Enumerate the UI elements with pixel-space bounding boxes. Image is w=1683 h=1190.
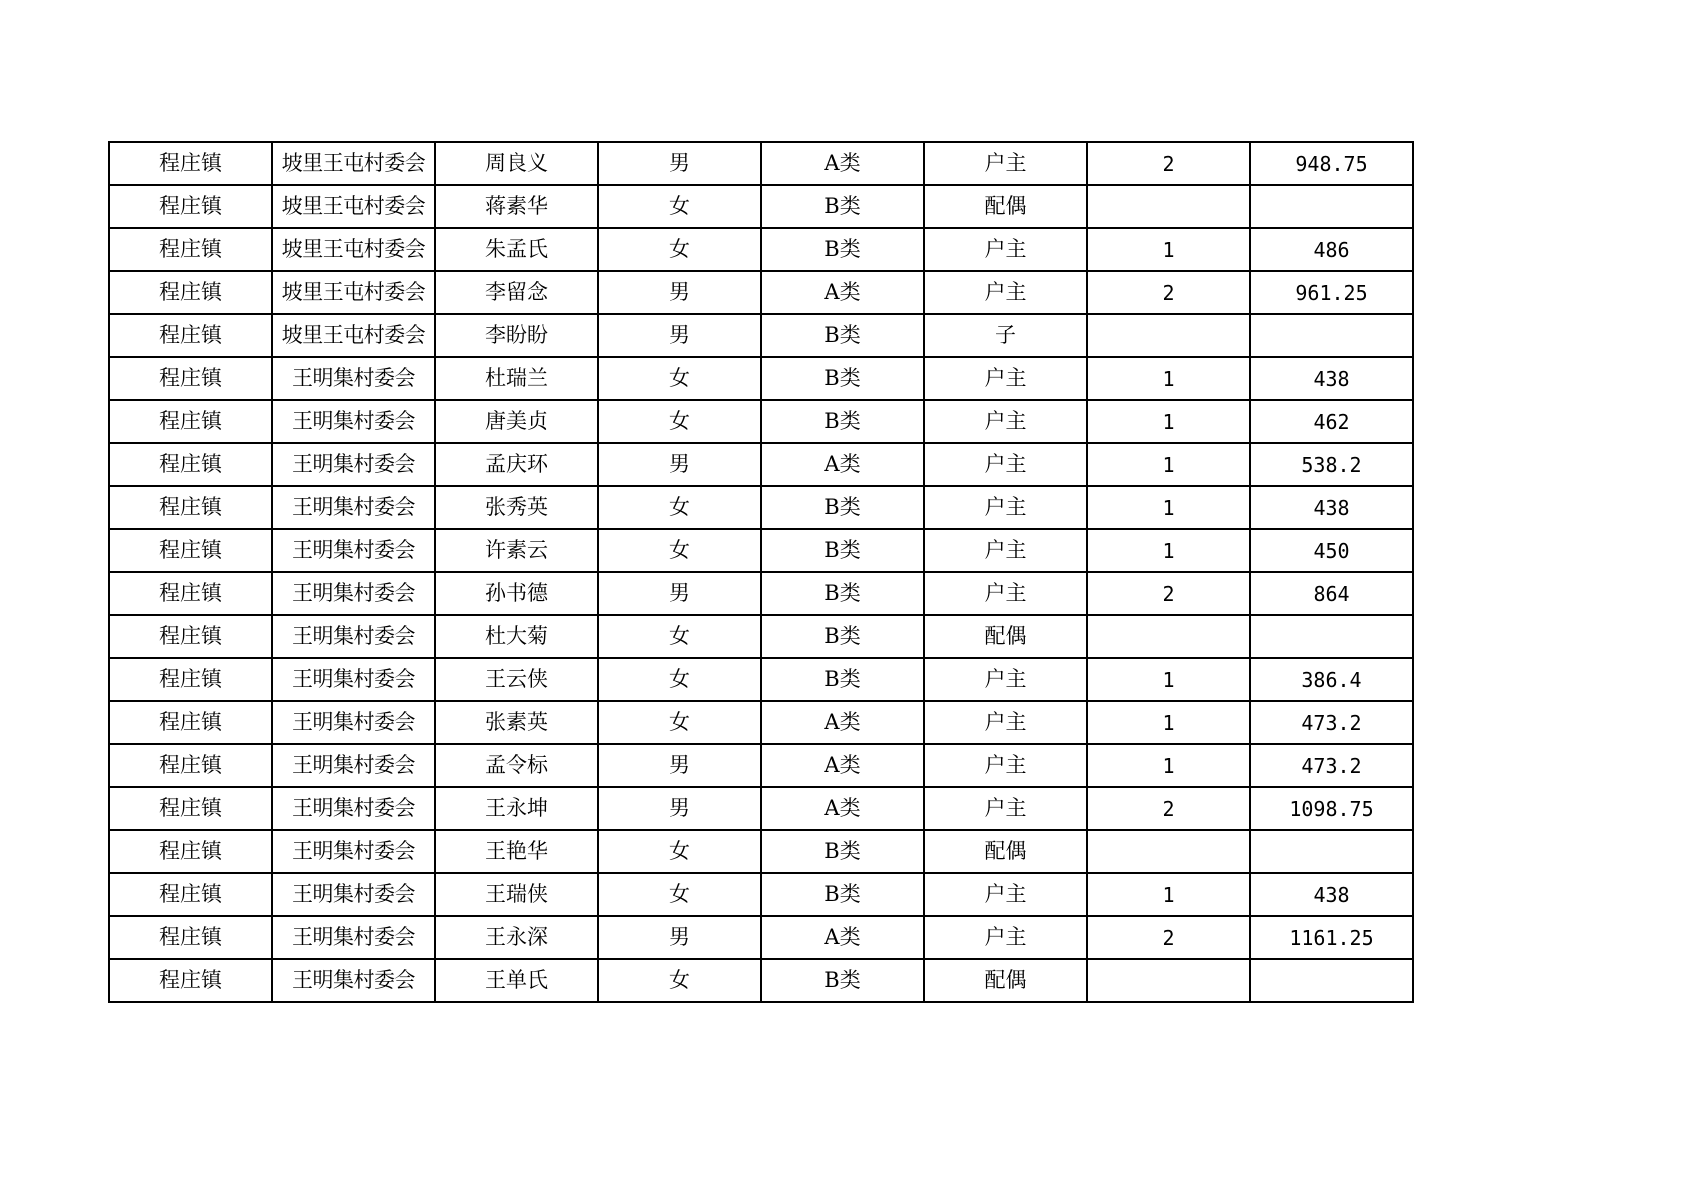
cell-relation: 户主 (924, 443, 1087, 486)
table-row (109, 142, 1413, 185)
cell-gender: 男 (598, 916, 761, 959)
cell-gender: 男 (598, 443, 761, 486)
table-row (109, 830, 1413, 873)
table-row (109, 916, 1413, 959)
cell-village: 王明集村委会 (272, 916, 435, 959)
cell-town: 程庄镇 (109, 830, 272, 873)
cell-category: B类 (761, 486, 924, 529)
cell-amount: 1161.25 (1250, 916, 1413, 959)
cell-name: 杜瑞兰 (435, 357, 598, 400)
cell-amount (1250, 314, 1413, 357)
cell-amount: 438 (1250, 486, 1413, 529)
cell-members: 2 (1087, 916, 1250, 959)
cell-amount: 486 (1250, 228, 1413, 271)
cell-gender: 女 (598, 185, 761, 228)
cell-category: A类 (761, 916, 924, 959)
cell-category: B类 (761, 228, 924, 271)
cell-gender: 女 (598, 701, 761, 744)
cell-name: 许素云 (435, 529, 598, 572)
cell-gender: 女 (598, 486, 761, 529)
data-table (108, 141, 1414, 1003)
cell-village: 王明集村委会 (272, 529, 435, 572)
cell-amount: 450 (1250, 529, 1413, 572)
cell-members: 1 (1087, 228, 1250, 271)
cell-town: 程庄镇 (109, 314, 272, 357)
cell-town: 程庄镇 (109, 185, 272, 228)
cell-members: 1 (1087, 529, 1250, 572)
cell-village: 王明集村委会 (272, 572, 435, 615)
cell-category: B类 (761, 529, 924, 572)
cell-name: 孟庆环 (435, 443, 598, 486)
cell-gender: 男 (598, 271, 761, 314)
table-row (109, 271, 1413, 314)
cell-gender: 男 (598, 572, 761, 615)
cell-relation: 户主 (924, 400, 1087, 443)
cell-members (1087, 314, 1250, 357)
cell-category: A类 (761, 787, 924, 830)
cell-amount: 948.75 (1250, 142, 1413, 185)
cell-members: 2 (1087, 572, 1250, 615)
cell-name: 蒋素华 (435, 185, 598, 228)
cell-category: A类 (761, 701, 924, 744)
cell-village: 王明集村委会 (272, 787, 435, 830)
cell-category: B类 (761, 873, 924, 916)
cell-village: 王明集村委会 (272, 701, 435, 744)
cell-category: B类 (761, 959, 924, 1002)
table-body (109, 142, 1413, 1002)
cell-town: 程庄镇 (109, 400, 272, 443)
table-row (109, 357, 1413, 400)
cell-town: 程庄镇 (109, 615, 272, 658)
cell-members: 2 (1087, 142, 1250, 185)
cell-name: 王永深 (435, 916, 598, 959)
cell-village: 王明集村委会 (272, 959, 435, 1002)
cell-category: A类 (761, 142, 924, 185)
cell-village: 坡里王屯村委会 (272, 271, 435, 314)
cell-amount: 438 (1250, 873, 1413, 916)
cell-village: 王明集村委会 (272, 400, 435, 443)
cell-amount: 864 (1250, 572, 1413, 615)
cell-amount (1250, 185, 1413, 228)
cell-amount (1250, 830, 1413, 873)
cell-name: 周良义 (435, 142, 598, 185)
cell-village: 王明集村委会 (272, 658, 435, 701)
cell-amount: 473.2 (1250, 744, 1413, 787)
cell-name: 朱孟氏 (435, 228, 598, 271)
cell-town: 程庄镇 (109, 443, 272, 486)
cell-gender: 男 (598, 142, 761, 185)
cell-gender: 女 (598, 529, 761, 572)
cell-gender: 女 (598, 357, 761, 400)
cell-village: 王明集村委会 (272, 744, 435, 787)
cell-members: 1 (1087, 443, 1250, 486)
cell-category: B类 (761, 658, 924, 701)
cell-members (1087, 959, 1250, 1002)
cell-name: 唐美贞 (435, 400, 598, 443)
cell-town: 程庄镇 (109, 658, 272, 701)
cell-relation: 户主 (924, 142, 1087, 185)
table-row (109, 228, 1413, 271)
cell-gender: 女 (598, 959, 761, 1002)
cell-gender: 男 (598, 787, 761, 830)
cell-gender: 女 (598, 400, 761, 443)
cell-members: 2 (1087, 271, 1250, 314)
cell-amount: 473.2 (1250, 701, 1413, 744)
cell-relation: 户主 (924, 228, 1087, 271)
cell-relation: 户主 (924, 572, 1087, 615)
table-row (109, 185, 1413, 228)
cell-town: 程庄镇 (109, 572, 272, 615)
cell-gender: 男 (598, 744, 761, 787)
cell-members (1087, 185, 1250, 228)
cell-village: 坡里王屯村委会 (272, 314, 435, 357)
cell-name: 张秀英 (435, 486, 598, 529)
cell-name: 孙书德 (435, 572, 598, 615)
cell-town: 程庄镇 (109, 744, 272, 787)
cell-gender: 女 (598, 228, 761, 271)
cell-relation: 配偶 (924, 959, 1087, 1002)
cell-category: A类 (761, 744, 924, 787)
table-row (109, 443, 1413, 486)
cell-gender: 女 (598, 873, 761, 916)
cell-gender: 女 (598, 830, 761, 873)
cell-members: 2 (1087, 787, 1250, 830)
cell-category: B类 (761, 572, 924, 615)
table-row (109, 615, 1413, 658)
cell-town: 程庄镇 (109, 787, 272, 830)
cell-amount: 961.25 (1250, 271, 1413, 314)
cell-village: 坡里王屯村委会 (272, 142, 435, 185)
cell-town: 程庄镇 (109, 701, 272, 744)
cell-amount: 1098.75 (1250, 787, 1413, 830)
cell-members: 1 (1087, 701, 1250, 744)
cell-name: 王单氏 (435, 959, 598, 1002)
cell-amount (1250, 959, 1413, 1002)
table-row (109, 572, 1413, 615)
cell-amount: 386.4 (1250, 658, 1413, 701)
cell-relation: 配偶 (924, 185, 1087, 228)
cell-village: 王明集村委会 (272, 443, 435, 486)
table-row (109, 959, 1413, 1002)
table-row (109, 529, 1413, 572)
table-row (109, 701, 1413, 744)
cell-amount (1250, 615, 1413, 658)
cell-relation: 配偶 (924, 830, 1087, 873)
table-row (109, 658, 1413, 701)
cell-gender: 女 (598, 658, 761, 701)
spreadsheet-page (108, 141, 1414, 1003)
cell-village: 王明集村委会 (272, 873, 435, 916)
table-row (109, 744, 1413, 787)
cell-gender: 女 (598, 615, 761, 658)
cell-category: B类 (761, 830, 924, 873)
table-row (109, 873, 1413, 916)
cell-name: 杜大菊 (435, 615, 598, 658)
cell-relation: 户主 (924, 357, 1087, 400)
cell-village: 王明集村委会 (272, 615, 435, 658)
cell-relation: 户主 (924, 787, 1087, 830)
cell-members: 1 (1087, 744, 1250, 787)
cell-category: A类 (761, 443, 924, 486)
cell-members: 1 (1087, 400, 1250, 443)
cell-category: B类 (761, 185, 924, 228)
cell-town: 程庄镇 (109, 228, 272, 271)
cell-name: 王云侠 (435, 658, 598, 701)
table-row (109, 486, 1413, 529)
cell-village: 王明集村委会 (272, 830, 435, 873)
cell-relation: 户主 (924, 529, 1087, 572)
cell-name: 张素英 (435, 701, 598, 744)
cell-name: 王永坤 (435, 787, 598, 830)
cell-town: 程庄镇 (109, 271, 272, 314)
cell-category: B类 (761, 400, 924, 443)
cell-relation: 子 (924, 314, 1087, 357)
cell-town: 程庄镇 (109, 357, 272, 400)
cell-amount: 462 (1250, 400, 1413, 443)
cell-relation: 户主 (924, 701, 1087, 744)
cell-category: B类 (761, 314, 924, 357)
cell-name: 李留念 (435, 271, 598, 314)
cell-relation: 配偶 (924, 615, 1087, 658)
cell-relation: 户主 (924, 916, 1087, 959)
cell-members: 1 (1087, 873, 1250, 916)
cell-relation: 户主 (924, 486, 1087, 529)
table-row (109, 787, 1413, 830)
cell-town: 程庄镇 (109, 142, 272, 185)
cell-village: 王明集村委会 (272, 486, 435, 529)
cell-name: 王艳华 (435, 830, 598, 873)
cell-category: B类 (761, 615, 924, 658)
cell-town: 程庄镇 (109, 959, 272, 1002)
cell-name: 王瑞侠 (435, 873, 598, 916)
cell-relation: 户主 (924, 873, 1087, 916)
cell-town: 程庄镇 (109, 916, 272, 959)
cell-amount: 438 (1250, 357, 1413, 400)
cell-village: 坡里王屯村委会 (272, 185, 435, 228)
cell-relation: 户主 (924, 744, 1087, 787)
cell-relation: 户主 (924, 271, 1087, 314)
cell-members (1087, 830, 1250, 873)
cell-village: 王明集村委会 (272, 357, 435, 400)
cell-members: 1 (1087, 357, 1250, 400)
cell-members: 1 (1087, 486, 1250, 529)
cell-category: B类 (761, 357, 924, 400)
cell-village: 坡里王屯村委会 (272, 228, 435, 271)
table-row (109, 314, 1413, 357)
cell-category: A类 (761, 271, 924, 314)
cell-amount: 538.2 (1250, 443, 1413, 486)
cell-town: 程庄镇 (109, 486, 272, 529)
cell-name: 李盼盼 (435, 314, 598, 357)
cell-members: 1 (1087, 658, 1250, 701)
cell-name: 孟令标 (435, 744, 598, 787)
cell-relation: 户主 (924, 658, 1087, 701)
cell-town: 程庄镇 (109, 529, 272, 572)
table-row (109, 400, 1413, 443)
cell-members (1087, 615, 1250, 658)
cell-gender: 男 (598, 314, 761, 357)
cell-town: 程庄镇 (109, 873, 272, 916)
